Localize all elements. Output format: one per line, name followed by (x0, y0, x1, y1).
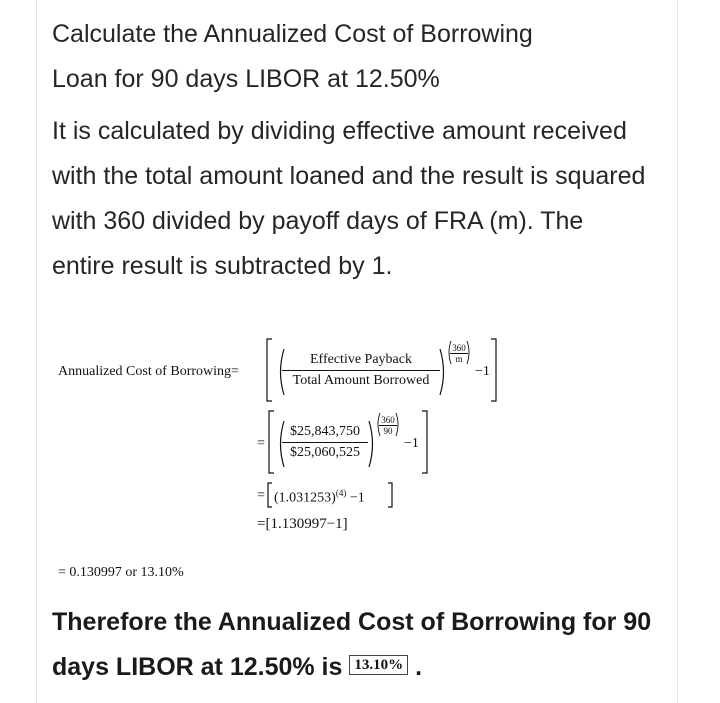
line2-square-bracket-left (266, 410, 276, 474)
heading (52, 12, 652, 102)
line1-fraction (282, 352, 440, 389)
conclusion-paragraph (52, 600, 662, 690)
conclusion-text: Therefore the Annualized Cost of Borrowing for 90 days LIBOR at 12.50% is (52, 608, 652, 681)
line3-exponent: (4) (335, 488, 347, 498)
line3-minus-one: −1 (349, 490, 365, 506)
formula-result: = 0.130997 or 13.10% (58, 565, 184, 580)
heading-line-2: Loan for 90 days LIBOR at 12.50% (52, 65, 440, 93)
line1-square-bracket-left (264, 338, 274, 402)
line1-exponent: $\frac{360}{m}$ (450, 343, 468, 364)
answer-box: 13.10% (349, 655, 408, 675)
formula-lhs-label: Annualized Cost of Borrowing (58, 364, 232, 379)
heading-line-1: Calculate the Annualized Cost of Borrowing (52, 20, 533, 48)
line4-expression: =[1.130997−1] (257, 516, 348, 532)
line2-equals: = (257, 436, 265, 451)
line1-square-bracket-right (489, 338, 499, 402)
fraction-denominator: Total Amount Borrowed (292, 373, 430, 388)
line2-exponent: $\frac{360}{90}$ (379, 415, 397, 436)
fraction-numerator: Effective Payback (282, 352, 440, 371)
right-frame-line (677, 0, 678, 703)
line3-square-bracket-right (386, 482, 394, 508)
line3-expression (274, 488, 365, 507)
line1-minus-one: −1 (475, 364, 490, 379)
line3-square-bracket-left (266, 482, 274, 508)
explanation-paragraph: It is calculated by dividing effective amount received with the total amount loaned and the result is squared with 360 divided by payoff days of FRA (m). The entire result is subtracted by 1. (52, 117, 646, 280)
line3-equals: = (257, 488, 265, 503)
line2-square-bracket-right (420, 410, 430, 474)
left-frame-line (36, 0, 37, 703)
final-period: . (415, 653, 423, 681)
line2-numerator: $25,843,750 (282, 424, 368, 443)
formula-lhs (58, 364, 239, 380)
line2-fraction (282, 424, 368, 461)
line2-minus-one: −1 (404, 436, 419, 451)
formula-lhs-equals: = (231, 364, 239, 379)
line3-base: (1.031253) (274, 490, 336, 506)
line2-denominator: $25,060,525 (290, 445, 360, 460)
